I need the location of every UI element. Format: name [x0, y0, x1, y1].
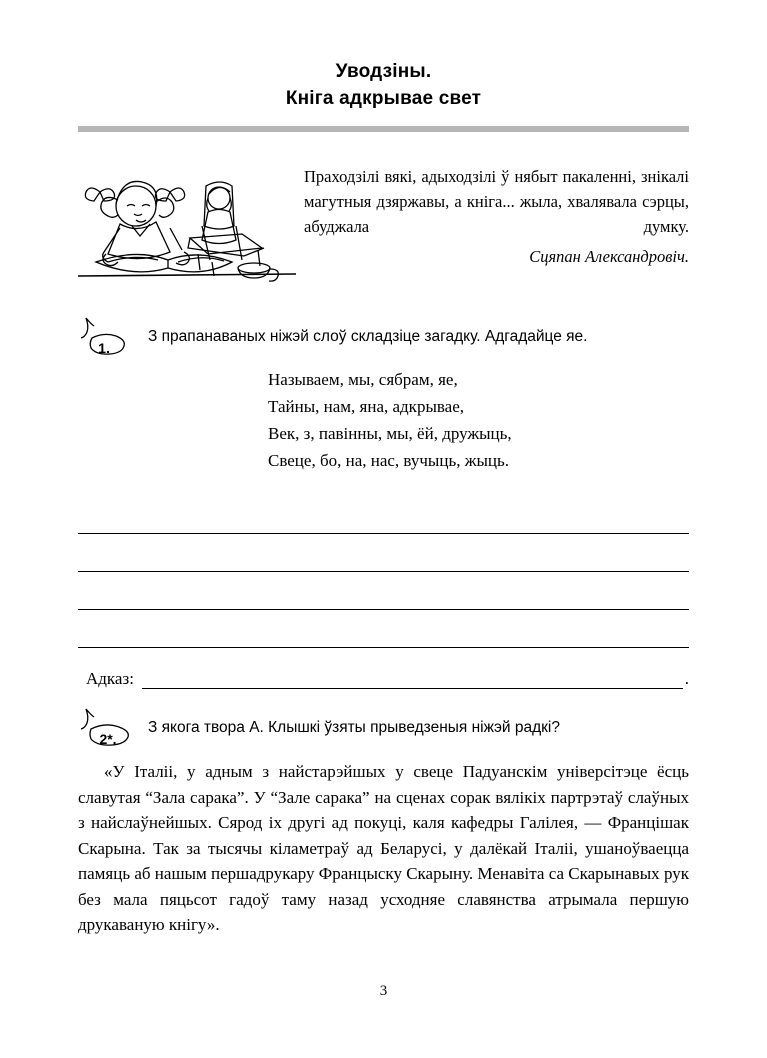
task-1-answer-row — [78, 668, 689, 689]
girl-reading-book-illustration — [78, 154, 296, 298]
answer-input-line[interactable] — [142, 668, 683, 689]
task-2 — [78, 715, 689, 747]
task-number-badge-icon — [78, 316, 136, 356]
task-1-writing-lines — [78, 496, 689, 648]
task-2-body-text: «У Італіі, у адным з найстарэйшых у свеце Падуанскім універсітэце ёсць славутая “Зала сарака”. У “Зале сарака” на сценах сорак вялікіх партрэтаў слаўных з найслаўнейшых. Сярод іх другі ад покуці, каля кафедры Галілея, — Францішак Скарына. Так за тысячы кіламетраў ад Беларусі, у далёкай Італіі, ушаноўваецца памяць аб нашым першадрукару Францыску Скарыну. Менавіта са Скарынавых рук без мала пяцьсот гадоў таму назад усходняе славянства атрымала першую друкаваную кнігу». — [78, 762, 689, 934]
epigraph-text: Праходзілі вякі, адыходзілі ў нябыт пакаленні, знікалі магутныя дзяржавы, а кніга... жыла, хвалявала сэрцы, абуджала думку. — [304, 167, 689, 236]
page-number: 3 — [379, 983, 388, 999]
poem-line: Свеце, бо, на, нас, вучыць, жыць. — [268, 451, 509, 470]
document-page — [0, 58, 767, 1058]
title-line-1: Уводзіны. — [335, 61, 432, 82]
poem-line: Называем, мы, сябрам, яе, — [268, 370, 458, 389]
svg-text:1.: 1. — [98, 340, 110, 356]
task-2-prompt: З якога твора А. Клышкі ўзяты прыведзеныя ніжэй радкі? — [148, 719, 560, 736]
epigraph-author: Сцяпан Александровіч. — [529, 247, 689, 266]
task-number-badge-icon — [78, 707, 136, 747]
poem-line: Тайны, нам, яна, адкрывае, — [268, 397, 465, 416]
answer-label: Адказ: — [86, 669, 134, 688]
epigraph-section — [78, 154, 689, 298]
title-line-2: Кніга адкрывае свет — [285, 88, 482, 109]
answer-period: . — [684, 669, 689, 688]
svg-text:2*.: 2*. — [99, 731, 117, 747]
writing-line[interactable] — [78, 572, 689, 610]
task-1 — [78, 324, 689, 474]
writing-line[interactable] — [78, 534, 689, 572]
epigraph-text-block — [296, 154, 689, 267]
writing-line[interactable] — [78, 496, 689, 534]
page-title — [78, 58, 689, 112]
task-1-poem — [268, 366, 689, 474]
task-1-prompt: З прапанаваных ніжэй слоў складзіце загадку. Адгадайце яе. — [148, 328, 588, 345]
title-divider — [78, 126, 689, 132]
poem-line: Век, з, павінны, мы, ёй, дружыць, — [268, 424, 512, 443]
writing-line[interactable] — [78, 610, 689, 648]
